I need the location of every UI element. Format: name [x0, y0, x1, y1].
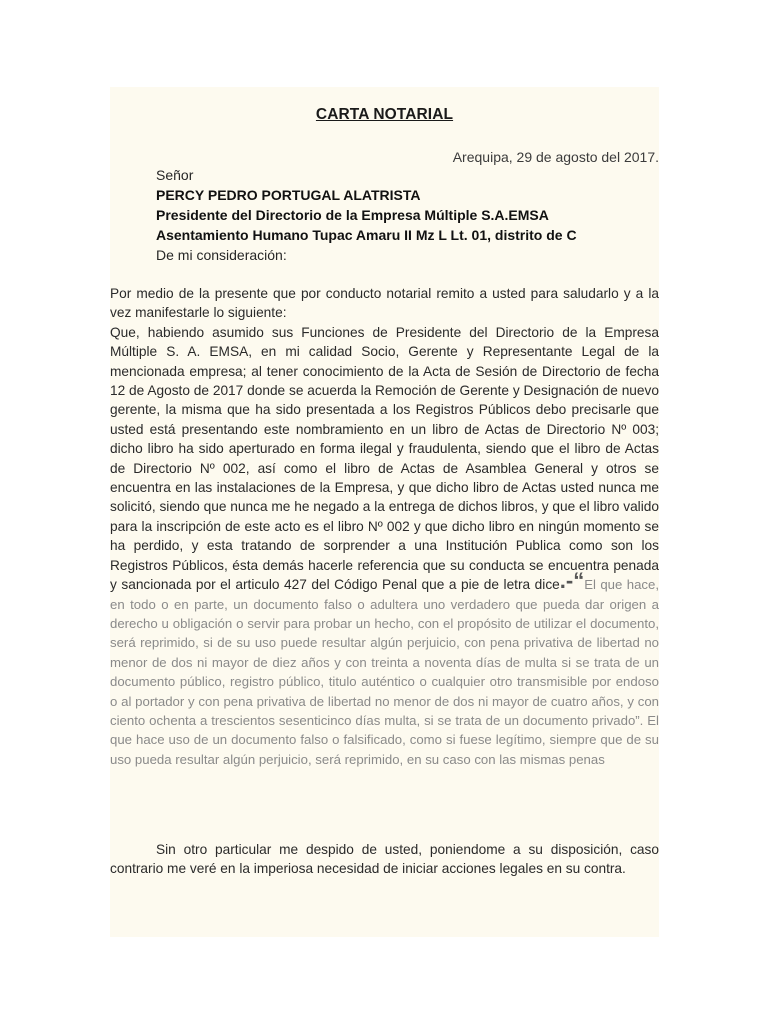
quote-marker: .-“	[559, 568, 585, 594]
recipient-address: Asentamiento Humano Tupac Amaru II Mz L Lt. 01, distrito de C	[156, 227, 577, 243]
greeting: De mi consideración:	[156, 247, 287, 263]
document-title: CARTA NOTARIAL	[315, 106, 454, 123]
letter-body	[110, 284, 659, 769]
document-page	[110, 87, 659, 937]
main-paragraph	[110, 323, 659, 769]
recipient-block	[156, 165, 659, 265]
recipient-name: PERCY PEDRO PORTUGAL ALATRISTA	[156, 187, 421, 203]
recipient-role: Presidente del Directorio de la Empresa Múltiple S.A.EMSA	[156, 207, 549, 223]
main-paragraph-text: Que, habiendo asumido sus Funciones de Presidente del Directorio de la Empresa Múltiple S. A. EMSA, en mi calidad Socio, Gerente y Representante Legal de la mencionada empresa; al tener conocimiento de la Acta de Sesión de Directorio de fecha 12 de Agosto de 2017 donde se acuerda la Remoción de Gerente y Designación de nuevo gerente, la misma que ha sido presentada a los Registros Públicos debo precisarle que usted está presentando este nombramiento en un libro de Actas de Directorio Nº 003; dicho libro ha sido aperturado en forma ilegal y fraudulenta, siendo que el libro de Actas de Directorio Nº 002, así como el libro de Actas de Asamblea General y otros se encuentra en las instalaciones de la Empresa, y que dicho libro de Actas usted nunca me solicitó, siendo que nunca me he negado a la entrega de dichos libros, y que el libro valido para la inscripción de este acto es el libro Nº 002 y que dicho libro en ningún momento se ha perdido, y esta tratando de sorprender a una Institución Publica como son los Registros Públicos, ésta demás hacerle referencia que su conducta se encuentra penada y sancionada por el articulo 427 del Código Penal que a pie de letra dice	[110, 324, 659, 593]
date-line: Arequipa, 29 de agosto del 2017.	[452, 149, 659, 165]
quoted-law-text: El que hace, en todo o en parte, un documento falso o adultera uno verdadero que pueda dar origen a derecho u obligación o servir para probar un hecho, con el propósito de utilizar el documento, será reprimido, si de su uso puede resultar algún perjuicio, con pena privativa de libertad no menor de dos ni mayor de diez años y con treinta a noventa días de multa si se trata de un documento público, registro público, titulo auténtico o cualquier otro transmisible por endoso o al portador y con pena privativa de libertad no menor de dos ni mayor de cuatro años, y con ciento ochenta a trescientos sesenticinco días multa, si se trata de un documento privado”. El que hace uso de un documento falso o falsificado, como si fuese legítimo, siempre que de su uso pueda resultar algún perjuicio, será reprimido, en su caso con las mismas penas	[110, 577, 659, 767]
closing-paragraph: Sin otro particular me despido de usted, poniendome a su disposición, caso contrario me veré en la imperiosa necesidad de iniciar acciones legales en su contra.	[110, 842, 659, 877]
intro-paragraph: Por medio de la presente que por conducto notarial remito a usted para saludarlo y a la vez manifestarle lo siguiente:	[110, 286, 659, 321]
salutation: Señor	[156, 167, 194, 183]
